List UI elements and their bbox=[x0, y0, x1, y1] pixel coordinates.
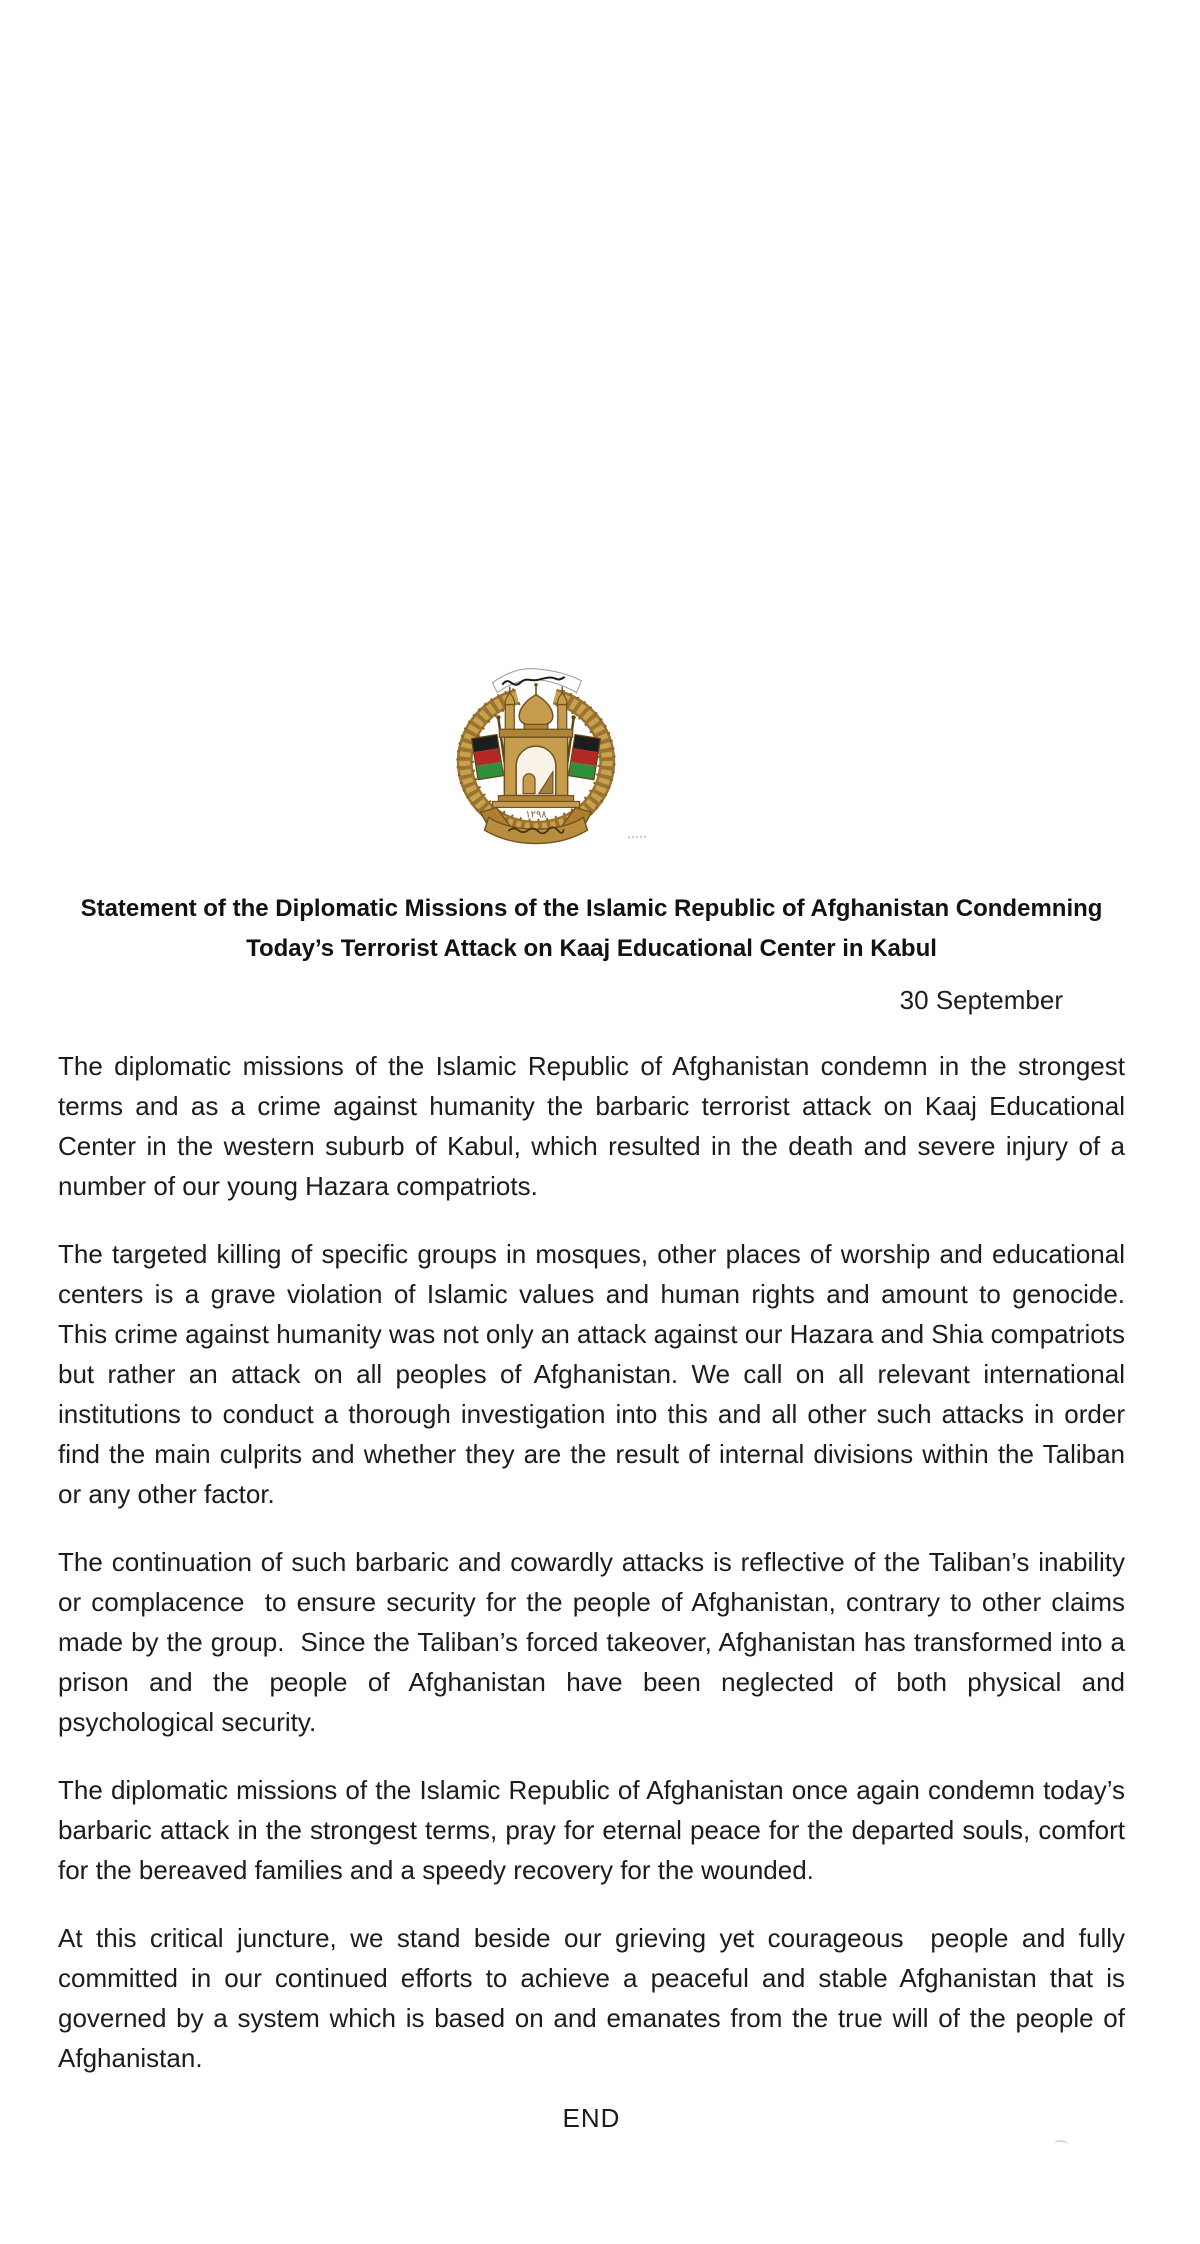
paragraph-4: The diplomatic missions of the Islamic Republic of Afghanistan once again condemn today’s barbaric attack in the strongest terms, pray for eternal peace for the departed souls, comfort for the bereaved families and a speedy recovery for the wounded. bbox=[58, 1775, 1133, 1885]
photo-artifact bbox=[1054, 2139, 1069, 2149]
paragraph-5: At this critical juncture, we stand beside our grieving yet courageous people and fully committed in our continued efforts to achieve a peaceful and stable Afghanistan that is governed by a system which is based on and emanates from the true will of the people of Afghanistan. bbox=[58, 1923, 1133, 2073]
end-marker: END bbox=[562, 2103, 621, 2133]
mosque bbox=[492, 683, 579, 820]
title-line-2: Today’s Terrorist Attack on Kaaj Educational Center in Kabul bbox=[246, 935, 937, 962]
paragraph-1: The diplomatic missions of the Islamic Republic of Afghanistan condemn in the strongest terms and as a crime against humanity the barbaric terrorist attack on Kaaj Educational Center in the western suburb of Kabul, which resulted in the death and severe injury of a number of our young Hazara compatriots. bbox=[58, 1051, 1133, 1201]
afghanistan-national-emblem bbox=[436, 659, 636, 847]
shahada-banner bbox=[492, 669, 581, 693]
emblem-year-text: ١٢٩٨ bbox=[525, 809, 547, 821]
paragraph-2: The targeted killing of specific groups in mosques, other places of worship and educational centers is a grave violation of Islamic values and human rights and amount to genocide. This crime against humanity was not only an attack against our Hazara and Shia compatriots but rather an attack on all peoples of Afghanistan. We call on all relevant international institutions to conduct a thorough investigation into this and all other such attacks in order find the main culprits and whether they are the result of internal divisions within the Taliban or any other factor. bbox=[58, 1239, 1140, 1509]
photo-artifact bbox=[628, 836, 646, 845]
document-title bbox=[58, 889, 1125, 969]
emblem-graphic-icon bbox=[436, 659, 636, 847]
document-date: 30 September bbox=[899, 985, 1063, 1015]
paragraph-3: The continuation of such barbaric and cowardly attacks is reflective of the Taliban’s inability or complacence to ensure security for the people of Afghanistan, contrary to other claims made by the group. Since the Taliban’s forced takeover, Afghanistan has transformed into a prison and the people of Afghanistan have been neglected of both physical and psychological security. bbox=[58, 1547, 1133, 1737]
document-body bbox=[58, 1046, 1140, 2138]
title-line-1: Statement of the Diplomatic Missions of the Islamic Republic of Afghanistan Condemning bbox=[80, 895, 1103, 922]
